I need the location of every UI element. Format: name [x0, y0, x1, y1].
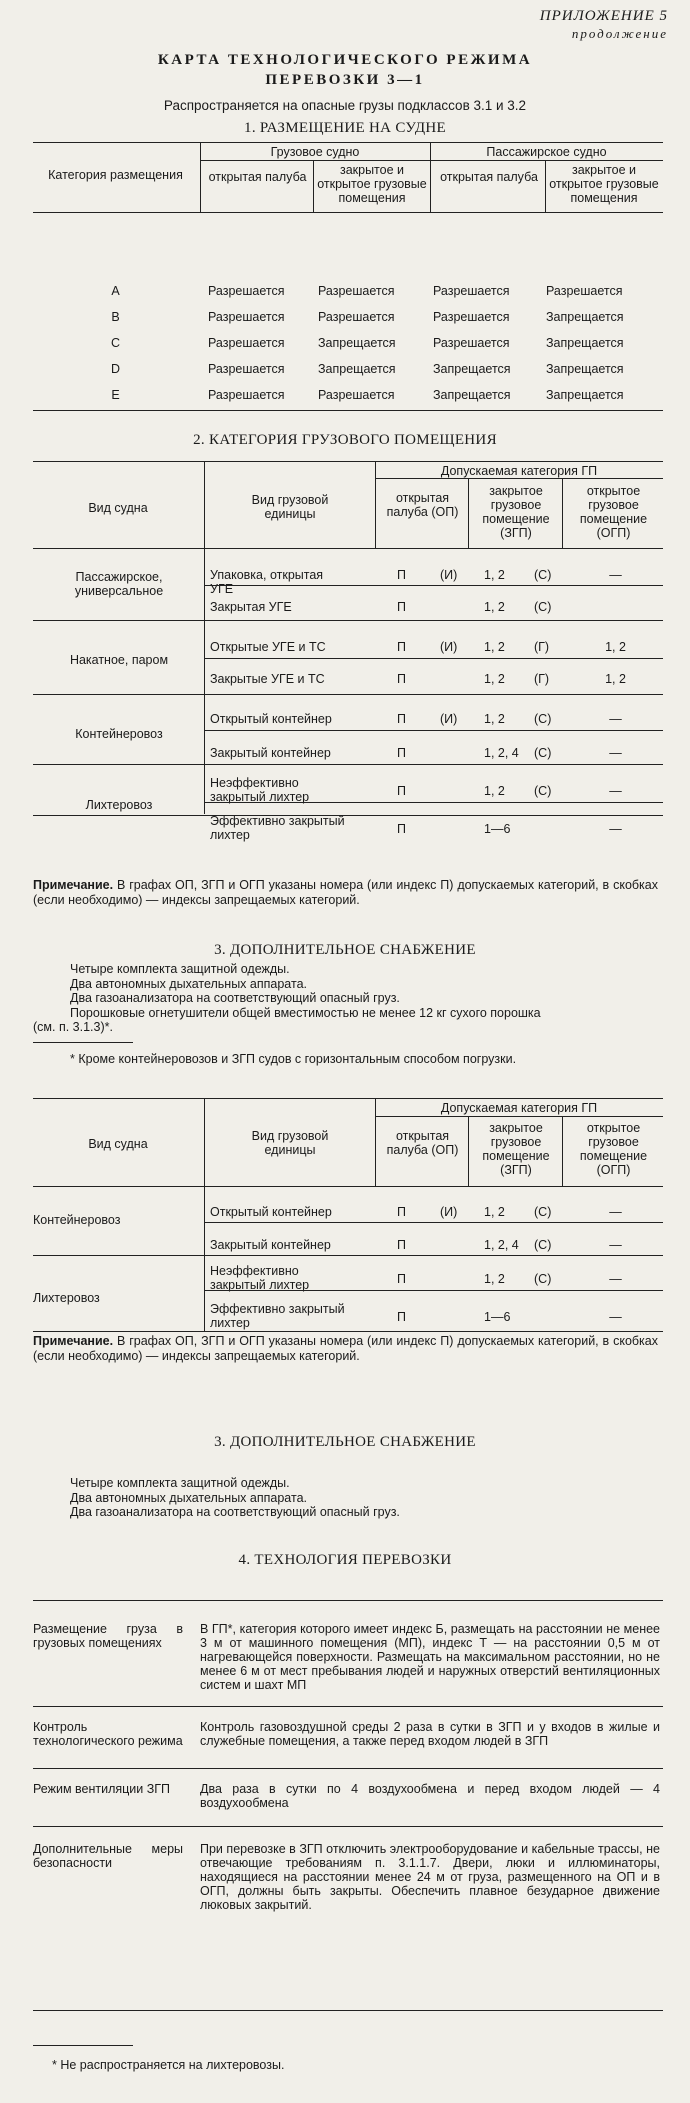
sub-open-pass: открытая палуба: [440, 170, 538, 184]
zgp-index-cell: (С): [534, 600, 552, 614]
ship-lighter: Лихтеровоз: [33, 1291, 100, 1305]
tech-label: Размещение груза в грузовых помещениях: [33, 1622, 183, 1650]
section2-title: 2. КАТЕГОРИЯ ГРУЗОВОГО ПОМЕЩЕНИЯ: [193, 432, 497, 448]
zgp-index-cell: (Г): [534, 672, 550, 686]
col-zgp: закрытое грузовое помещение (ЗГП): [482, 484, 550, 540]
tech-text: Два раза в сутки по 4 воздухообмена и перед входом людей — 4 воздухообмена: [200, 1782, 660, 1810]
list-item: Два газоанализатора на соответствующий опасный груз.: [70, 1505, 400, 1519]
status-cell: Разрешается: [433, 284, 510, 298]
rule: [33, 1186, 663, 1187]
col-unit: Вид грузовой единицы: [251, 1129, 329, 1157]
ogp-cell: —: [609, 568, 622, 582]
doc-title-line2: ПЕРЕВОЗКИ 3—1: [265, 72, 425, 88]
rule: [33, 410, 663, 411]
section3-list: [70, 962, 541, 1020]
op-cell: П: [397, 1238, 406, 1252]
unit-cell: Закрытые УГЕ и ТС: [210, 672, 325, 686]
col-ship: Вид судна: [88, 1137, 148, 1151]
rule: [204, 461, 205, 814]
op-cell: П: [397, 1310, 406, 1324]
ogp-cell: —: [609, 712, 622, 726]
rule: [33, 1042, 133, 1043]
status-cell: Запрещается: [546, 362, 624, 376]
unit-cell: Закрытый контейнер: [210, 746, 331, 760]
ship-roro: Накатное, паром: [69, 653, 169, 667]
zgp-index-cell: (С): [534, 784, 552, 798]
list-item: Порошковые огнетушители общей вместимостью не менее 12 кг сухого порошка: [70, 1005, 541, 1020]
zgp-cell: 1, 2: [484, 640, 505, 654]
tech-label: Дополнительные меры безопасности: [33, 1842, 183, 1870]
zgp-cell: 1, 2: [484, 672, 505, 686]
zgp-index-cell: (С): [534, 1272, 552, 1286]
op-cell: П: [397, 600, 406, 614]
rule: [33, 1826, 663, 1827]
tech-label: Режим вентиляции ЗГП: [33, 1782, 171, 1796]
col-zgp: закрытое грузовое помещение (ЗГП): [482, 1121, 550, 1177]
zgp-index-cell: (С): [534, 1238, 552, 1252]
zgp-cell: 1—6: [484, 1310, 511, 1324]
status-cell: Запрещается: [546, 310, 624, 324]
rule: [313, 160, 314, 212]
op-cell: П: [397, 672, 406, 686]
rule: [33, 1331, 663, 1332]
op-cell: П: [397, 1272, 406, 1286]
zgp-index-cell: (С): [534, 746, 552, 760]
status-cell: Запрещается: [546, 336, 624, 350]
ogp-cell: —: [609, 1238, 622, 1252]
rule: [33, 548, 663, 549]
rule: [33, 1600, 663, 1601]
status-cell: Запрещается: [433, 388, 511, 402]
category-cell: A: [111, 284, 120, 298]
rule: [204, 585, 663, 586]
note-label: Примечание.: [33, 1334, 114, 1348]
ship-container: Контейнеровоз: [33, 1213, 121, 1227]
doc-title-line1: КАРТА ТЕХНОЛОГИЧЕСКОГО РЕЖИМА: [157, 52, 533, 68]
list-item: (см. п. 3.1.3)*.: [33, 1020, 113, 1034]
rule: [468, 478, 469, 548]
op-index-cell: (И): [440, 568, 458, 582]
ogp-cell: —: [609, 1272, 622, 1286]
ogp-cell: —: [609, 746, 622, 760]
tech-label: Контроль технологического режима: [33, 1720, 183, 1748]
zgp-cell: 1, 2: [484, 1205, 505, 1219]
op-cell: П: [397, 568, 406, 582]
list-item: Два газоанализатора на соответствующий опасный груз.: [70, 991, 400, 1005]
rule: [204, 1222, 663, 1223]
status-cell: Разрешается: [433, 310, 510, 324]
op-cell: П: [397, 640, 406, 654]
zgp-cell: 1, 2: [484, 784, 505, 798]
rule: [204, 730, 663, 731]
zgp-index-cell: (Г): [534, 640, 550, 654]
rule: [33, 1255, 663, 1256]
zgp-cell: 1, 2, 4: [484, 1238, 519, 1252]
zgp-cell: 1, 2: [484, 712, 505, 726]
rule: [204, 802, 663, 803]
rule: [375, 1116, 663, 1117]
section3b-list: [70, 1476, 400, 1520]
status-cell: Разрешается: [318, 284, 395, 298]
unit-cell: Закрытый контейнер: [210, 1238, 331, 1252]
category-cell: E: [111, 388, 120, 402]
status-cell: Запрещается: [546, 388, 624, 402]
op-cell: П: [397, 712, 406, 726]
unit-cell: Неэффективно закрытый лихтер: [210, 1264, 310, 1292]
section2-note: [33, 878, 658, 908]
rule: [33, 620, 663, 621]
zgp-index-cell: (С): [534, 712, 552, 726]
section3-title: 3. ДОПОЛНИТЕЛЬНОЕ СНАБЖЕНИЕ: [214, 942, 476, 958]
unit-cell: Неэффективно закрытый лихтер: [210, 776, 310, 804]
status-cell: Запрещается: [318, 336, 396, 350]
op-cell: П: [397, 784, 406, 798]
note-label: Примечание.: [33, 878, 114, 892]
ogp-cell: —: [609, 1205, 622, 1219]
op-index-cell: (И): [440, 640, 458, 654]
list-item: Два автономных дыхательных аппарата.: [70, 1490, 307, 1505]
rule: [33, 2010, 663, 2011]
zgp-cell: 1, 2: [484, 1272, 505, 1286]
unit-cell: Эффективно закрытый лихтер: [210, 1302, 345, 1330]
unit-cell: Эффективно закрытый лихтер: [210, 814, 345, 842]
status-cell: Запрещается: [433, 362, 511, 376]
group-cargo: Грузовое судно: [270, 145, 360, 159]
col-category: Категория размещения: [48, 168, 183, 182]
unit-cell: Открытый контейнер: [210, 712, 332, 726]
rule: [468, 1116, 469, 1186]
col-op: открытая палуба (ОП): [386, 491, 459, 519]
appendix-label: ПРИЛОЖЕНИЕ 5: [539, 8, 668, 24]
continuation-label: продолжение: [571, 26, 668, 41]
unit-cell: Закрытая УГЕ: [210, 600, 292, 614]
rule: [204, 658, 663, 659]
op-cell: П: [397, 1205, 406, 1219]
zgp-cell: 1—6: [484, 822, 511, 836]
ogp-cell: —: [609, 1310, 622, 1324]
list-item: Два автономных дыхательных аппарата.: [70, 976, 307, 991]
status-cell: Разрешается: [318, 388, 395, 402]
list-item: Четыре комплекта защитной одежды.: [70, 962, 290, 976]
op-index-cell: (И): [440, 712, 458, 726]
col-unit: Вид грузовой единицы: [251, 493, 329, 521]
status-cell: Разрешается: [208, 284, 285, 298]
op-cell: П: [397, 822, 406, 836]
section4-title: 4. ТЕХНОЛОГИЯ ПЕРЕВОЗКИ: [238, 1552, 452, 1568]
rule: [545, 160, 546, 212]
ogp-cell: 1, 2: [605, 640, 626, 654]
status-cell: Разрешается: [546, 284, 623, 298]
status-cell: Разрешается: [208, 336, 285, 350]
status-cell: Разрешается: [208, 310, 285, 324]
rule: [200, 160, 663, 161]
zgp-cell: 1, 2: [484, 600, 505, 614]
ogp-cell: 1, 2: [605, 672, 626, 686]
unit-cell: Упаковка, открытая УГЕ: [210, 568, 324, 596]
rule: [33, 764, 663, 765]
unit-cell: Открытый контейнер: [210, 1205, 332, 1219]
unit-cell: Открытые УГЕ и ТС: [210, 640, 326, 654]
category-cell: B: [111, 310, 120, 324]
col-allowed: Допускаемая категория ГП: [440, 464, 598, 478]
col-allowed: Допускаемая категория ГП: [440, 1101, 598, 1115]
section2b-note: [33, 1334, 658, 1364]
group-passenger: Пассажирское судно: [486, 145, 607, 159]
rule: [33, 694, 663, 695]
op-cell: П: [397, 746, 406, 760]
sub-closed-cargo: закрытое и открытое грузовые помещения: [317, 163, 427, 205]
rule: [33, 142, 663, 143]
section3-footnote: * Кроме контейнеровозов и ЗГП судов с горизонтальным способом погрузки.: [70, 1052, 517, 1066]
zgp-cell: 1, 2: [484, 568, 505, 582]
tech-text: Контроль газовоздушной среды 2 раза в сутки в ЗГП и у входов в жилые и служебные помещения, а также перед входом людей в ЗГП: [200, 1720, 660, 1748]
rule: [33, 1768, 663, 1769]
zgp-cell: 1, 2, 4: [484, 746, 519, 760]
note-text: В графах ОП, ЗГП и ОГП указаны номера (или индекс П) допускаемых категорий, в скобках (если необходимо) — индексы запрещаемых категорий.: [33, 878, 658, 907]
category-cell: C: [110, 336, 121, 350]
col-ogp: открытое грузовое помещение (ОГП): [579, 1121, 648, 1177]
rule: [33, 815, 663, 816]
op-index-cell: (И): [440, 1205, 458, 1219]
note-text: В графах ОП, ЗГП и ОГП указаны номера (или индекс П) допускаемых категорий, в скобках (если необходимо) — индексы запрещаемых категорий.: [33, 1334, 658, 1363]
rule: [33, 461, 663, 462]
status-cell: Разрешается: [208, 362, 285, 376]
rule: [33, 1098, 663, 1099]
sub-open-cargo: открытая палуба: [208, 170, 307, 184]
doc-subtitle: Распространяется на опасные грузы подклассов 3.1 и 3.2: [163, 98, 527, 113]
status-cell: Запрещается: [318, 362, 396, 376]
ship-container: Контейнеровоз: [75, 727, 163, 741]
ship-lighter: Лихтеровоз: [85, 798, 153, 812]
category-cell: D: [110, 362, 121, 376]
rule: [375, 478, 663, 479]
col-ship: Вид судна: [88, 501, 148, 515]
status-cell: Разрешается: [433, 336, 510, 350]
rule: [33, 212, 663, 213]
ship-passenger: Пассажирское, универсальное: [74, 570, 164, 598]
zgp-index-cell: (С): [534, 568, 552, 582]
rule: [204, 1290, 663, 1291]
rule: [33, 2045, 133, 2046]
sub-closed-pass: закрытое и открытое грузовые помещения: [549, 163, 659, 205]
status-cell: Разрешается: [318, 310, 395, 324]
section3b-title: 3. ДОПОЛНИТЕЛЬНОЕ СНАБЖЕНИЕ: [214, 1434, 476, 1450]
rule: [33, 1706, 663, 1707]
list-item: Четыре комплекта защитной одежды.: [70, 1476, 290, 1490]
tech-text: В ГП*, категория которого имеет индекс Б, размещать на расстоянии не менее 3 м от машинного помещения (МП), индекс Т — на расстоянии 0,5 м от нагревающейся поверхности. Размещать на максимальном расстоянии, но не менее 6 м от мест пребывания людей и наружных отверстий вентиляционных систем и шахт МП: [200, 1622, 660, 1692]
zgp-index-cell: (С): [534, 1205, 552, 1219]
rule: [562, 1116, 563, 1186]
col-ogp: открытое грузовое помещение (ОГП): [579, 484, 648, 540]
ogp-cell: —: [609, 784, 622, 798]
ogp-cell: —: [609, 822, 622, 836]
rule: [562, 478, 563, 548]
col-op: открытая палуба (ОП): [386, 1129, 459, 1157]
section4-footnote: * Не распространяется на лихтеровозы.: [52, 2058, 285, 2072]
status-cell: Разрешается: [208, 388, 285, 402]
section1-title: 1. РАЗМЕЩЕНИЕ НА СУДНЕ: [244, 120, 446, 136]
tech-text: При перевозке в ЗГП отключить электрооборудование и кабельные трассы, не отвечающие требованиям п. 3.1.1.7. Двери, люки и иллюминаторы, находящиеся на расстоянии менее 24 м от груза, размещенного на ОП и в ОГП, должны быть закрыты. Обеспечить плавное безударное движение люковых закрытий.: [200, 1842, 660, 1912]
